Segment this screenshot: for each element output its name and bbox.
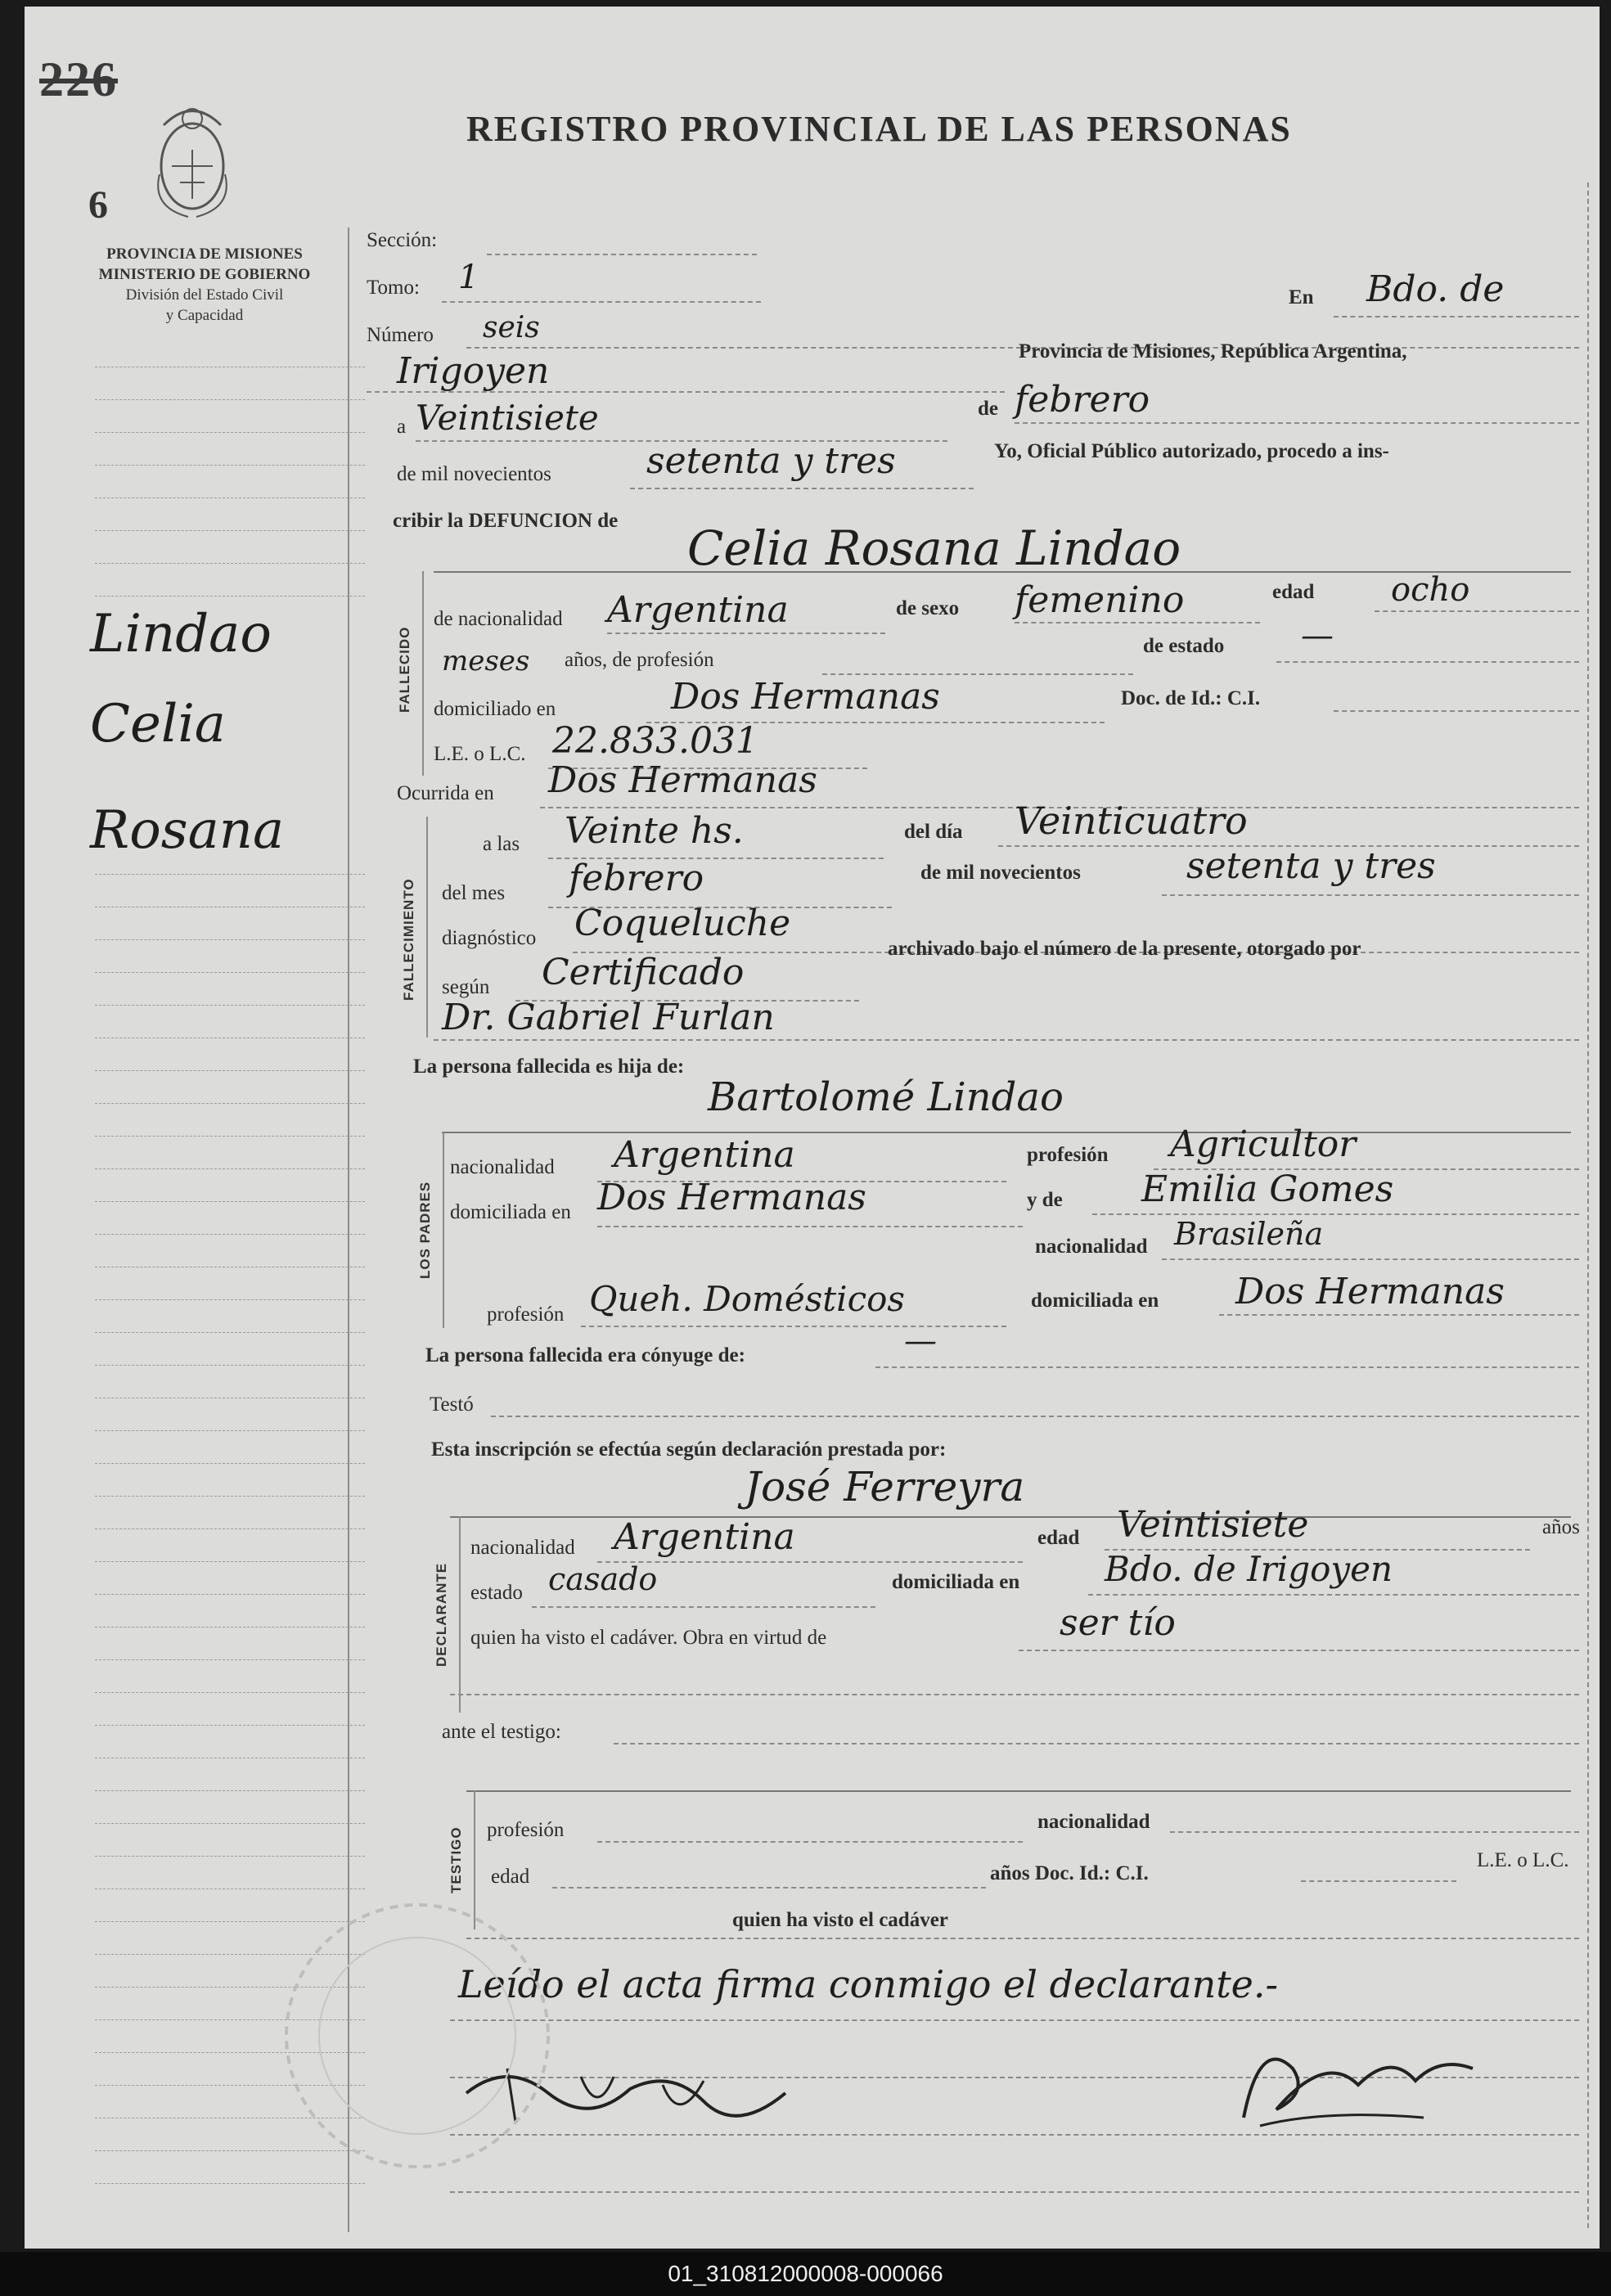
testigo-nacionalidad-label: nacionalidad <box>1037 1811 1150 1833</box>
declarante-quien-label: quien ha visto el cadáver. Obra en virtud de <box>470 1627 827 1649</box>
padre-profesion: Agricultor <box>1170 1123 1357 1165</box>
numero-label: Número <box>367 324 434 346</box>
right-margin-rule <box>1587 182 1589 2228</box>
faded-stamp-icon <box>270 1889 565 2183</box>
documento-value: 22.833.031 <box>552 720 758 762</box>
de-mil-2-label: de mil novecientos <box>920 862 1081 884</box>
declarante-edad: Veintisiete <box>1117 1504 1309 1546</box>
declarante-domicilio: Bdo. de Irigoyen <box>1105 1549 1393 1589</box>
ocurrida-value: Dos Hermanas <box>548 759 817 801</box>
madre-domiciliada-label: domiciliada en <box>1031 1290 1159 1312</box>
mes-fallecimiento: febrero <box>569 858 704 899</box>
diagnostico-value: Coqueluche <box>574 903 791 944</box>
sexo-label: de sexo <box>896 597 960 619</box>
inscripcion-label: Esta inscripción se efectúa según declaración prestada por: <box>431 1438 947 1461</box>
numero-value: seis <box>483 311 540 344</box>
oficial-signature <box>1227 2019 1497 2142</box>
testigo-section-label: TESTIGO <box>448 1826 464 1893</box>
issuer-block <box>74 244 335 326</box>
division-line-1: División del Estado Civil <box>125 286 284 304</box>
segun-value: Certificado <box>542 952 745 993</box>
hora-value: Veinte hs. <box>565 810 744 852</box>
declarante-anos-label: años <box>1542 1516 1580 1538</box>
estado-value: — <box>1301 617 1334 655</box>
madre-profesion: Queh. Domésticos <box>589 1279 905 1319</box>
padre-domiciliada-label: domiciliada en <box>450 1201 571 1223</box>
y-de-label: y de <box>1027 1189 1063 1211</box>
division-line-2: y Capacidad <box>165 307 244 324</box>
sexo-value: femenino <box>1015 579 1185 621</box>
hija-de-label: La persona fallecida es hija de: <box>413 1056 685 1078</box>
declarante-estado: casado <box>548 1561 658 1597</box>
meses-value: meses <box>442 645 530 678</box>
margin-name-3: Rosana <box>90 800 285 861</box>
padre-domicilio: Dos Hermanas <box>597 1177 866 1218</box>
de-estado-label: de estado <box>1143 635 1225 657</box>
en-label: En <box>1289 286 1314 308</box>
padre-nacionalidad-label: nacionalidad <box>450 1156 555 1178</box>
nacionalidad-value: Argentina <box>607 589 789 631</box>
province-name: PROVINCIA DE MISIONES <box>106 245 303 263</box>
ocurrida-label: Ocurrida en <box>397 782 494 804</box>
yo-label: Yo, Oficial Público autorizado, procedo a ins- <box>994 440 1389 462</box>
cribir-label: cribir la DEFUNCION de <box>393 510 619 532</box>
lugar-value-1: Bdo. de <box>1366 268 1505 310</box>
padre-value: Bartolomé Lindao <box>708 1074 1064 1120</box>
madre-nacionalidad: Brasileña <box>1174 1216 1324 1252</box>
testigo-anos-label: años Doc. Id.: C.I. <box>990 1862 1149 1884</box>
margin-name-2: Celia <box>90 694 226 754</box>
de-label: de <box>978 398 998 420</box>
del-dia-label: del día <box>904 821 963 843</box>
anio-inscripcion: setenta y tres <box>646 440 896 482</box>
margin-name-1: Lindao <box>90 604 272 664</box>
dia-fallecimiento: Veinticuatro <box>1015 799 1248 843</box>
declarante-edad-label: edad <box>1037 1527 1080 1549</box>
medico-value: Dr. Gabriel Furlan <box>442 997 775 1038</box>
seccion-label: Sección: <box>367 229 438 251</box>
image-id-footer: 01_310812000008-000066 <box>0 2252 1611 2296</box>
conyuge-value: — <box>904 1322 937 1360</box>
declarante-nacionalidad-label: nacionalidad <box>470 1537 575 1559</box>
madre-domicilio: Dos Hermanas <box>1235 1271 1505 1312</box>
segun-label: según <box>442 976 490 998</box>
madre-value: Emilia Gomes <box>1141 1168 1394 1210</box>
coat-of-arms-icon <box>147 101 237 223</box>
lugar-value-2: Irigoyen <box>397 350 550 392</box>
provincia-label: Provincia de Misiones, República Argentina, <box>1019 340 1407 362</box>
testigo-quien-label: quien ha visto el cadáver <box>732 1909 948 1931</box>
diagnostico-label: diagnóstico <box>442 927 537 949</box>
document-title: REGISTRO PROVINCIAL DE LAS PERSONAS <box>466 109 1292 149</box>
testo-label: Testó <box>430 1393 474 1416</box>
padre-profesion-label: profesión <box>1027 1144 1109 1166</box>
edad-value: ocho <box>1391 571 1470 609</box>
testigo-edad-label: edad <box>491 1866 530 1888</box>
declarante-value: José Ferreyra <box>745 1463 1025 1510</box>
a-las-label: a las <box>483 833 520 855</box>
le-lc-label: L.E. o L.C. <box>434 743 526 765</box>
fallecimiento-section-label: FALLECIMIENTO <box>401 878 416 1001</box>
domiciliado-label: domiciliado en <box>434 698 556 720</box>
anio-fallecimiento: setenta y tres <box>1186 845 1436 887</box>
closing-statement: Leído el acta firma conmigo el declarante.- <box>458 1962 1279 2006</box>
dia-inscripcion: Veintisiete <box>416 398 599 438</box>
doc-id-label: Doc. de Id.: C.I. <box>1121 687 1261 709</box>
declarante-nacionalidad: Argentina <box>614 1516 795 1558</box>
de-mil-label: de mil novecientos <box>397 463 551 485</box>
document-sheet <box>25 7 1600 2249</box>
tomo-label: Tomo: <box>367 277 420 299</box>
tomo-value: 1 <box>458 259 479 296</box>
page-number: 226 <box>39 52 118 106</box>
anos-profesion-label: años, de profesión <box>565 649 714 671</box>
declarante-estado-label: estado <box>470 1582 523 1604</box>
madre-profesion-label: profesión <box>487 1303 565 1326</box>
del-mes-label: del mes <box>442 882 506 904</box>
testigo-profesion-label: profesión <box>487 1819 565 1841</box>
padres-section-label: LOS PADRES <box>417 1181 433 1279</box>
padre-nacionalidad: Argentina <box>614 1134 795 1176</box>
ministry-name: MINISTERIO DE GOBIERNO <box>98 266 311 283</box>
mes-inscripcion: febrero <box>1015 379 1150 421</box>
declarante-virtud: ser tío <box>1060 1602 1176 1644</box>
madre-nacionalidad-label: nacionalidad <box>1035 1236 1148 1258</box>
edad-label: edad <box>1272 581 1315 603</box>
testigo-le-label: L.E. o L.C. <box>1477 1849 1569 1871</box>
declarante-section-label: DECLARANTE <box>434 1562 449 1667</box>
nombre-fallecido: Celia Rosana Lindao <box>687 520 1181 576</box>
ante-testigo-label: ante el testigo: <box>442 1721 561 1743</box>
nacionalidad-label: de nacionalidad <box>434 608 563 630</box>
conyuge-label: La persona fallecida era cónyuge de: <box>425 1344 745 1366</box>
declarante-domiciliada-label: domiciliada en <box>892 1571 1020 1593</box>
domicilio-value: Dos Hermanas <box>671 676 940 718</box>
fallecido-section-label: FALLECIDO <box>397 626 412 713</box>
a-label: a <box>397 416 407 438</box>
archivado-label: archivado bajo el número de la presente, otorgado por <box>888 938 1361 960</box>
seal-number: 6 <box>88 183 108 227</box>
